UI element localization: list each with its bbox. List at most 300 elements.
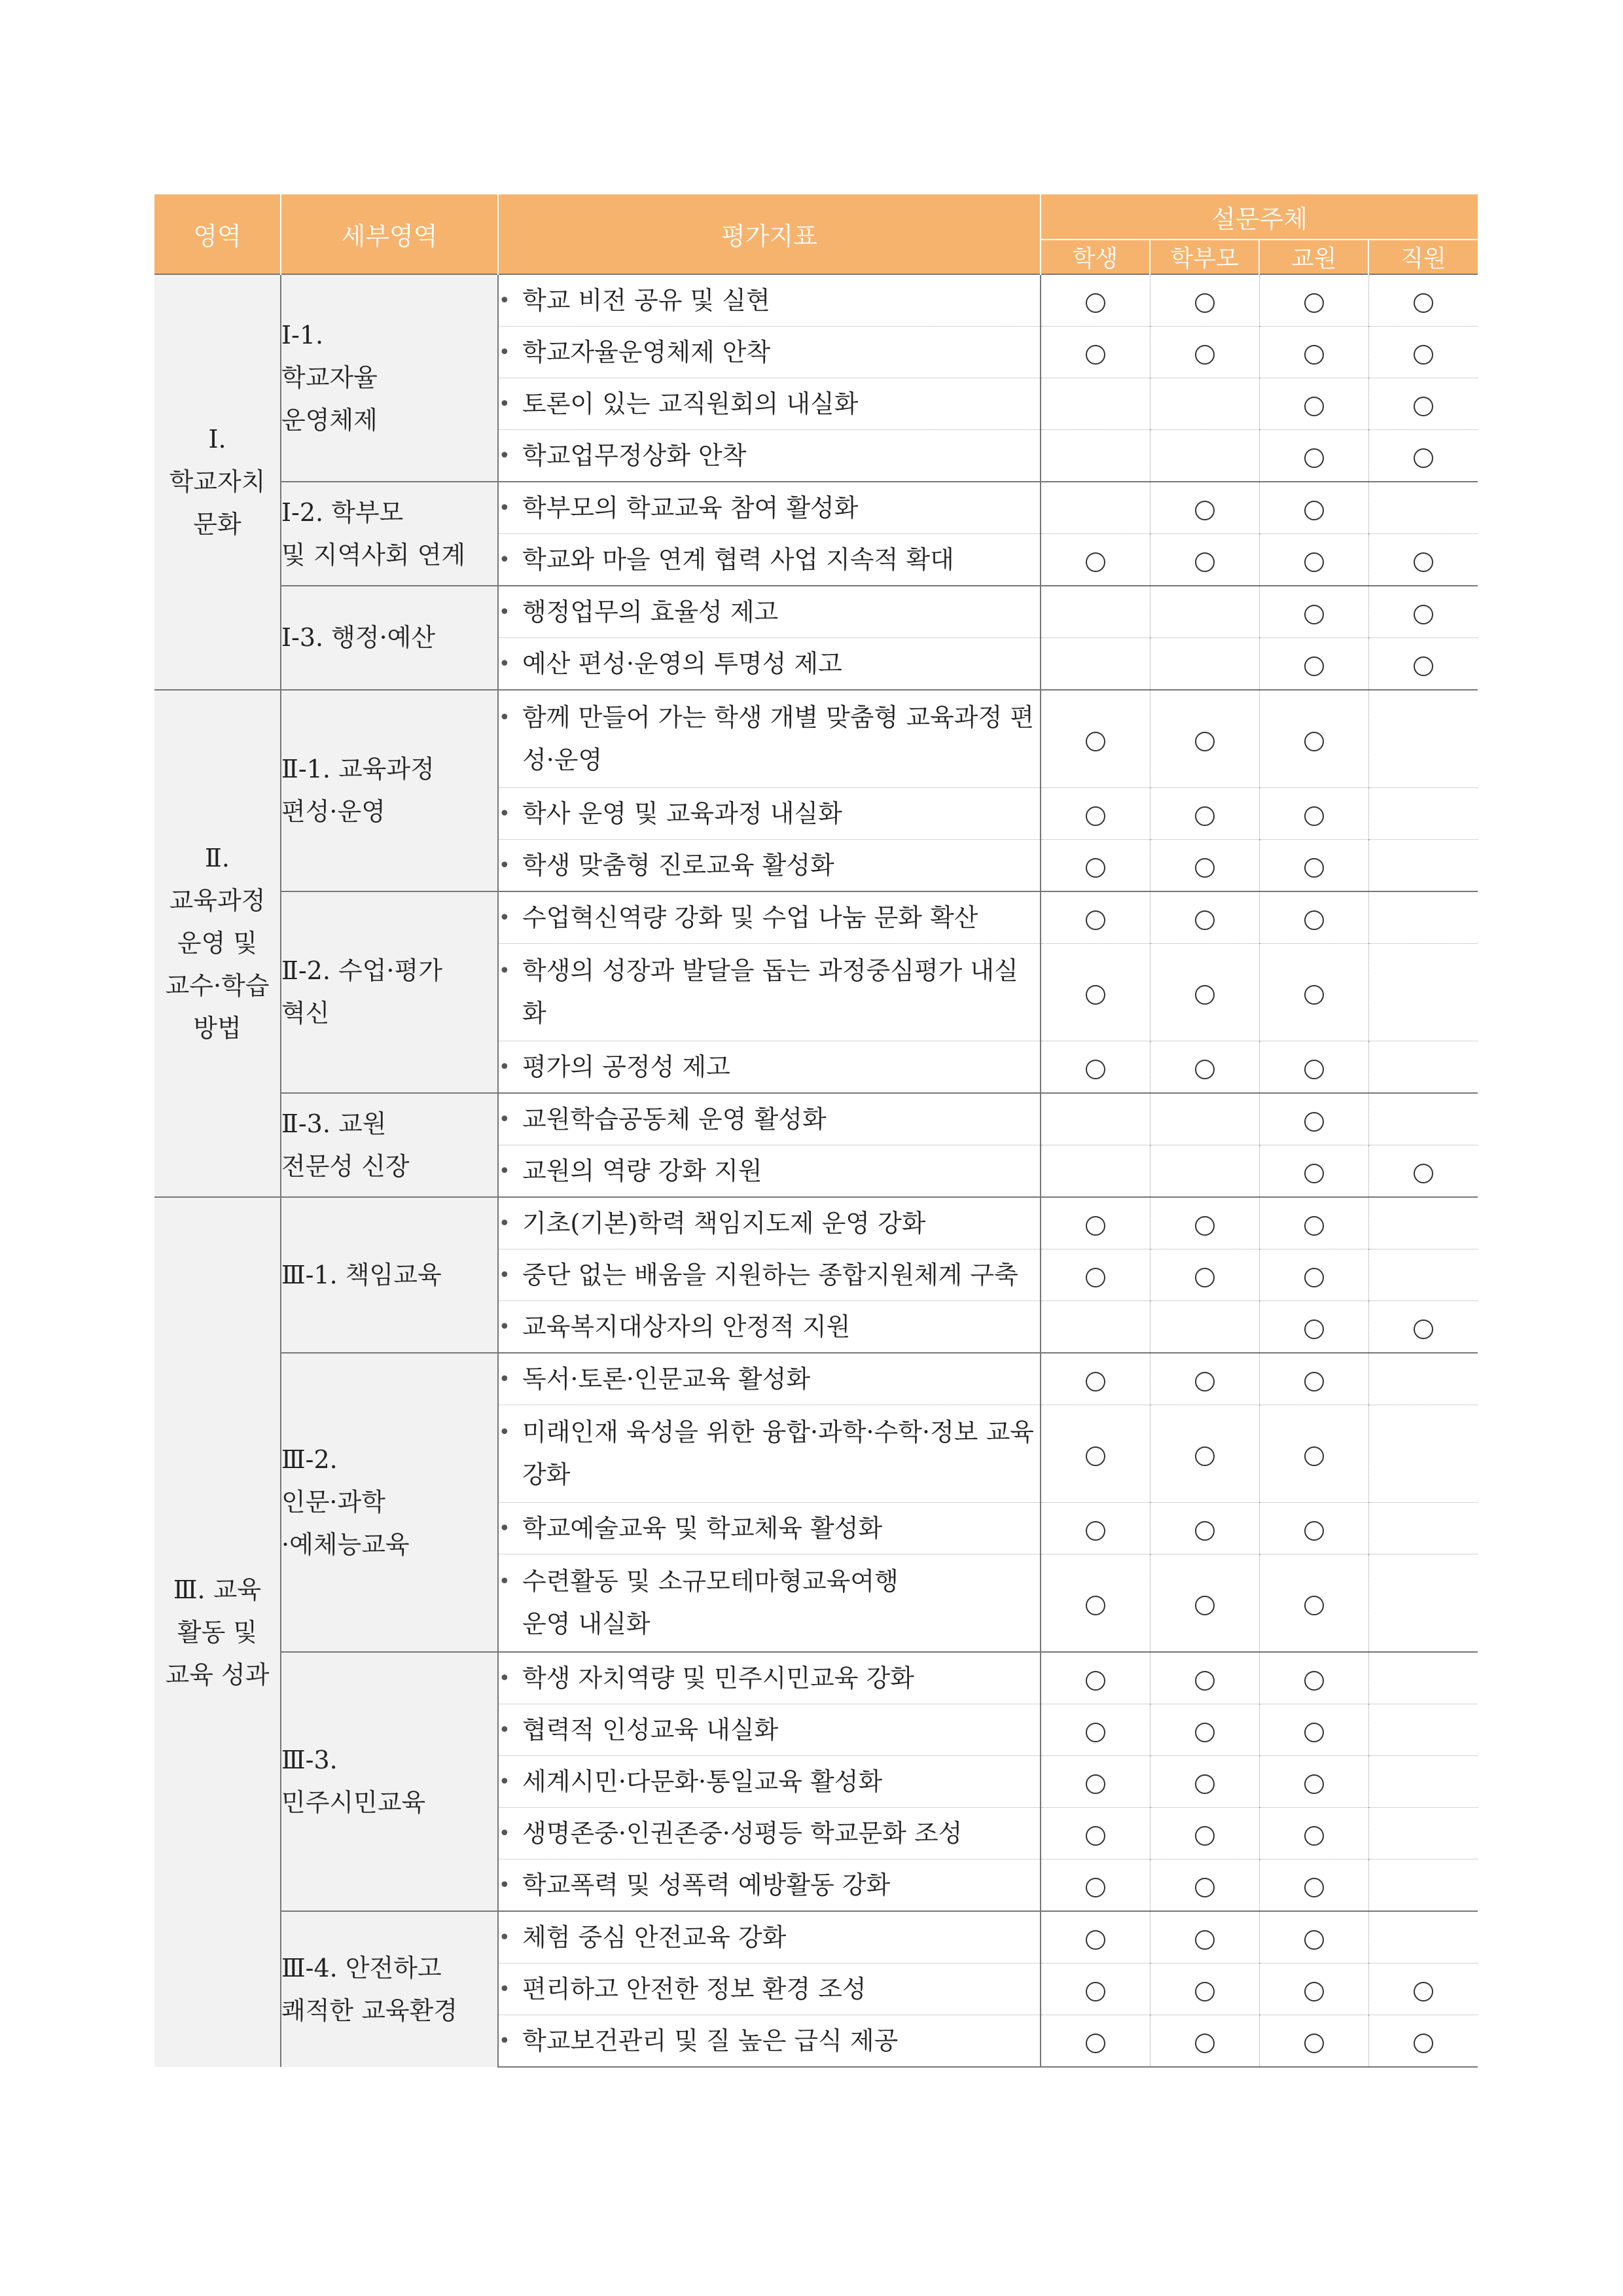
mark-student-cell (1041, 944, 1150, 1041)
circle-mark-icon (1195, 293, 1215, 313)
indicator-cell (498, 1756, 1041, 1808)
circle-mark-icon (1195, 1446, 1215, 1466)
circle-mark-icon (1195, 1930, 1215, 1950)
mark-student-cell (1041, 378, 1150, 430)
mark-staff-cell (1368, 840, 1478, 892)
circle-mark-icon (1414, 2034, 1433, 2053)
circle-mark-icon (1195, 1216, 1215, 1236)
circle-mark-icon (1195, 1826, 1215, 1846)
subarea-cell: Ⅰ-3. 행정·예산 (281, 586, 498, 690)
circle-mark-icon (1304, 605, 1324, 624)
circle-mark-icon (1086, 1982, 1105, 2001)
mark-staff-cell (1368, 378, 1478, 430)
table-row (154, 1353, 1478, 1405)
mark-teacher-cell (1259, 1503, 1368, 1554)
bullet-icon: • (499, 1718, 510, 1742)
mark-staff-cell (1368, 1041, 1478, 1094)
mark-teacher-cell (1259, 840, 1368, 892)
header-staff: 직원 (1368, 240, 1478, 274)
mark-teacher-cell (1259, 1405, 1368, 1503)
mark-student-cell (1041, 430, 1150, 482)
mark-parent-cell (1150, 1859, 1259, 1912)
circle-mark-icon (1304, 1216, 1324, 1236)
mark-teacher-cell (1259, 1197, 1368, 1249)
mark-student-cell (1041, 1964, 1150, 2015)
bullet-icon: • (499, 548, 510, 571)
indicator-cell (498, 891, 1041, 944)
mark-parent-cell (1150, 1249, 1259, 1301)
mark-student-cell (1041, 482, 1150, 534)
mark-staff-cell (1368, 430, 1478, 482)
circle-mark-icon (1304, 1372, 1324, 1391)
bullet-icon: • (499, 1421, 510, 1444)
circle-mark-icon (1195, 1372, 1215, 1391)
mark-staff-cell (1368, 327, 1478, 378)
circle-mark-icon (1414, 1319, 1433, 1339)
circle-mark-icon (1304, 397, 1324, 416)
circle-mark-icon (1304, 1826, 1324, 1846)
mark-teacher-cell (1259, 274, 1368, 327)
mark-student-cell (1041, 1554, 1150, 1653)
circle-mark-icon (1086, 806, 1105, 826)
mark-teacher-cell (1259, 1301, 1368, 1354)
circle-mark-icon (1304, 1521, 1324, 1541)
mark-staff-cell (1368, 1353, 1478, 1405)
circle-mark-icon (1304, 1112, 1324, 1132)
mark-parent-cell (1150, 1197, 1259, 1249)
mark-teacher-cell (1259, 788, 1368, 840)
circle-mark-icon (1195, 1723, 1215, 1742)
indicator-text: 교원의 역량 강화 지원 (522, 1156, 762, 1185)
circle-mark-icon (1086, 345, 1105, 365)
mark-student-cell (1041, 274, 1150, 327)
mark-teacher-cell (1259, 1859, 1368, 1912)
circle-mark-icon (1086, 552, 1105, 572)
mark-teacher-cell (1259, 944, 1368, 1041)
mark-parent-cell (1150, 2015, 1259, 2068)
mark-student-cell (1041, 1249, 1150, 1301)
mark-staff-cell (1368, 534, 1478, 586)
indicator-text: 평가의 공정성 제고 (522, 1052, 730, 1081)
indicator-text: 학교폭력 및 성폭력 예방활동 강화 (522, 1870, 891, 1899)
circle-mark-icon (1304, 1060, 1324, 1079)
circle-mark-icon (1304, 1878, 1324, 1897)
circle-mark-icon (1195, 732, 1215, 751)
mark-parent-cell (1150, 944, 1259, 1041)
indicator-text: 학교보건관리 및 질 높은 급식 제공 (522, 2026, 899, 2055)
circle-mark-icon (1414, 345, 1433, 365)
subarea-cell: Ⅲ-3. 민주시민교육 (281, 1652, 498, 1911)
circle-mark-icon (1304, 910, 1324, 930)
mark-staff-cell (1368, 891, 1478, 944)
indicator-cell (498, 1503, 1041, 1554)
mark-staff-cell (1368, 638, 1478, 691)
circle-mark-icon (1195, 985, 1215, 1005)
indicator-text: 행정업무의 효율성 제고 (522, 597, 779, 626)
indicator-cell (498, 1405, 1041, 1503)
bullet-icon: • (499, 392, 510, 416)
mark-teacher-cell (1259, 430, 1368, 482)
circle-mark-icon (1086, 1723, 1105, 1742)
bullet-icon: • (499, 1821, 510, 1845)
indicator-text: 생명존중·인권존중·성평등 학교문화 조성 (522, 1818, 963, 1848)
table-row (154, 690, 1478, 788)
circle-mark-icon (1086, 1521, 1105, 1541)
mark-teacher-cell (1259, 2015, 1368, 2068)
mark-parent-cell (1150, 1041, 1259, 1094)
bullet-icon: • (499, 496, 510, 520)
mark-parent-cell (1150, 1704, 1259, 1756)
circle-mark-icon (1414, 1164, 1433, 1183)
mark-student-cell (1041, 1301, 1150, 1354)
area-cell: Ⅰ. 학교자치 문화 (154, 274, 281, 690)
indicator-cell (498, 430, 1041, 482)
circle-mark-icon (1414, 552, 1433, 572)
mark-teacher-cell (1259, 1554, 1368, 1653)
circle-mark-icon (1414, 1982, 1433, 2001)
mark-parent-cell (1150, 274, 1259, 327)
circle-mark-icon (1304, 552, 1324, 572)
mark-student-cell (1041, 638, 1150, 691)
indicator-text: 학교예술교육 및 학교체육 활성화 (522, 1513, 883, 1543)
area-cell: Ⅲ. 교육 활동 및 교육 성과 (154, 1197, 281, 2067)
mark-teacher-cell (1259, 1704, 1368, 1756)
mark-parent-cell (1150, 378, 1259, 430)
table-row (154, 586, 1478, 638)
indicator-text: 예산 편성·운영의 투명성 제고 (522, 649, 842, 678)
circle-mark-icon (1086, 1878, 1105, 1897)
circle-mark-icon (1195, 1774, 1215, 1794)
header-indicator: 평가지표 (498, 194, 1041, 274)
mark-parent-cell (1150, 1353, 1259, 1405)
circle-mark-icon (1304, 345, 1324, 365)
indicator-cell (498, 1197, 1041, 1249)
header-parent: 학부모 (1150, 240, 1259, 274)
mark-teacher-cell (1259, 1964, 1368, 2015)
bullet-icon: • (499, 1315, 510, 1338)
indicator-text: 학생 자치역량 및 민주시민교육 강화 (522, 1663, 914, 1693)
indicator-cell (498, 534, 1041, 586)
mark-parent-cell (1150, 891, 1259, 944)
circle-mark-icon (1304, 1723, 1324, 1742)
mark-parent-cell (1150, 1405, 1259, 1503)
indicator-cell (498, 1704, 1041, 1756)
bullet-icon: • (499, 600, 510, 624)
subarea-cell: Ⅱ-3. 교원 전문성 신장 (281, 1093, 498, 1197)
bullet-icon: • (499, 1977, 510, 2001)
indicator-text: 기초(기본)학력 책임지도제 운영 강화 (522, 1208, 926, 1238)
table-row (154, 1652, 1478, 1704)
subarea-cell: Ⅲ-2. 인문·과학 ·예체능교육 (281, 1353, 498, 1652)
mark-parent-cell (1150, 1145, 1259, 1198)
mark-student-cell (1041, 1503, 1150, 1554)
mark-teacher-cell (1259, 891, 1368, 944)
mark-staff-cell (1368, 944, 1478, 1041)
circle-mark-icon (1086, 985, 1105, 1005)
mark-parent-cell (1150, 482, 1259, 534)
indicator-text: 협력적 인성교육 내실화 (522, 1715, 779, 1744)
table-row (154, 482, 1478, 534)
mark-staff-cell (1368, 1964, 1478, 2015)
circle-mark-icon (1304, 1164, 1324, 1183)
bullet-icon: • (499, 340, 510, 364)
mark-parent-cell (1150, 586, 1259, 638)
indicator-text: 수업혁신역량 강화 및 수업 나눔 문화 확산 (522, 903, 978, 932)
table-row (154, 1093, 1478, 1145)
indicator-text: 학부모의 학교교육 참여 활성화 (522, 493, 859, 522)
circle-mark-icon (1086, 1596, 1105, 1615)
mark-teacher-cell (1259, 1353, 1368, 1405)
mark-staff-cell (1368, 586, 1478, 638)
mark-teacher-cell (1259, 638, 1368, 691)
mark-student-cell (1041, 1405, 1150, 1503)
mark-parent-cell (1150, 840, 1259, 892)
circle-mark-icon (1414, 656, 1433, 676)
mark-staff-cell (1368, 1859, 1478, 1912)
indicator-cell (498, 1093, 1041, 1145)
indicator-text: 학사 운영 및 교육과정 내실화 (522, 798, 842, 828)
subarea-cell: Ⅲ-4. 안전하고 쾌적한 교육환경 (281, 1911, 498, 2067)
mark-teacher-cell (1259, 690, 1368, 788)
mark-student-cell (1041, 840, 1150, 892)
subarea-cell: Ⅱ-2. 수업·평가 혁신 (281, 891, 498, 1093)
indicator-cell (498, 586, 1041, 638)
mark-teacher-cell (1259, 1249, 1368, 1301)
circle-mark-icon (1086, 732, 1105, 751)
mark-parent-cell (1150, 430, 1259, 482)
table-row (154, 891, 1478, 944)
circle-mark-icon (1086, 1216, 1105, 1236)
mark-teacher-cell (1259, 1145, 1368, 1198)
subarea-cell: Ⅲ-1. 책임교육 (281, 1197, 498, 1353)
mark-parent-cell (1150, 788, 1259, 840)
mark-student-cell (1041, 1911, 1150, 1964)
mark-parent-cell (1150, 1652, 1259, 1704)
circle-mark-icon (1304, 1671, 1324, 1691)
circle-mark-icon (1304, 1774, 1324, 1794)
subarea-cell: Ⅰ-1. 학교자율 운영체제 (281, 274, 498, 482)
bullet-icon: • (499, 289, 510, 312)
mark-teacher-cell (1259, 378, 1368, 430)
mark-parent-cell (1150, 327, 1259, 378)
circle-mark-icon (1195, 552, 1215, 572)
area-cell: Ⅱ. 교육과정 운영 및 교수·학습 방법 (154, 690, 281, 1197)
indicator-cell (498, 840, 1041, 892)
table-row (154, 274, 1478, 327)
indicator-cell (498, 1911, 1041, 1964)
indicator-text: 학생 맞춤형 진로교육 활성화 (522, 850, 834, 880)
mark-parent-cell (1150, 1301, 1259, 1354)
circle-mark-icon (1304, 1930, 1324, 1950)
table-row (154, 1197, 1478, 1249)
bullet-icon: • (499, 1159, 510, 1183)
circle-mark-icon (1304, 501, 1324, 520)
mark-staff-cell (1368, 1704, 1478, 1756)
mark-student-cell (1041, 2015, 1150, 2068)
circle-mark-icon (1304, 806, 1324, 826)
circle-mark-icon (1086, 293, 1105, 313)
mark-student-cell (1041, 1756, 1150, 1808)
mark-staff-cell (1368, 1756, 1478, 1808)
indicator-text: 독서·토론·인문교육 활성화 (522, 1364, 811, 1393)
mark-staff-cell (1368, 1652, 1478, 1704)
indicator-cell (498, 1145, 1041, 1198)
mark-student-cell (1041, 788, 1150, 840)
bullet-icon: • (499, 802, 510, 825)
circle-mark-icon (1195, 1878, 1215, 1897)
circle-mark-icon (1086, 1060, 1105, 1079)
mark-teacher-cell (1259, 1041, 1368, 1094)
mark-student-cell (1041, 1808, 1150, 1859)
mark-teacher-cell (1259, 1756, 1368, 1808)
circle-mark-icon (1304, 1446, 1324, 1466)
mark-student-cell (1041, 1197, 1150, 1249)
bullet-icon: • (499, 1873, 510, 1897)
indicator-cell (498, 1808, 1041, 1859)
bullet-icon: • (499, 1926, 510, 1949)
mark-parent-cell (1150, 1093, 1259, 1145)
indicator-cell (498, 1041, 1041, 1094)
mark-staff-cell (1368, 788, 1478, 840)
mark-parent-cell (1150, 1808, 1259, 1859)
mark-parent-cell (1150, 1554, 1259, 1653)
circle-mark-icon (1195, 1982, 1215, 2001)
mark-parent-cell (1150, 1756, 1259, 1808)
mark-teacher-cell (1259, 1808, 1368, 1859)
bullet-icon: • (499, 652, 510, 675)
indicator-text: 편리하고 안전한 정보 환경 조성 (522, 1974, 866, 2003)
circle-mark-icon (1086, 1446, 1105, 1466)
mark-staff-cell (1368, 690, 1478, 788)
mark-student-cell (1041, 891, 1150, 944)
mark-staff-cell (1368, 1197, 1478, 1249)
circle-mark-icon (1195, 1671, 1215, 1691)
circle-mark-icon (1195, 858, 1215, 878)
circle-mark-icon (1195, 910, 1215, 930)
bullet-icon: • (499, 1211, 510, 1235)
bullet-icon: • (499, 1666, 510, 1690)
indicator-text: 교원학습공동체 운영 활성화 (522, 1104, 827, 1134)
circle-mark-icon (1414, 448, 1433, 468)
mark-staff-cell (1368, 1503, 1478, 1554)
mark-staff-cell (1368, 274, 1478, 327)
circle-mark-icon (1304, 1319, 1324, 1339)
indicator-text: 체험 중심 안전교육 강화 (522, 1922, 787, 1952)
bullet-icon: • (499, 2029, 510, 2053)
circle-mark-icon (1414, 397, 1433, 416)
indicator-cell (498, 327, 1041, 378)
indicator-cell (498, 378, 1041, 430)
circle-mark-icon (1195, 345, 1215, 365)
mark-student-cell (1041, 1704, 1150, 1756)
mark-parent-cell (1150, 534, 1259, 586)
indicator-cell (498, 788, 1041, 840)
mark-teacher-cell (1259, 1911, 1368, 1964)
circle-mark-icon (1195, 1521, 1215, 1541)
circle-mark-icon (1304, 656, 1324, 676)
bullet-icon: • (499, 1107, 510, 1131)
mark-staff-cell (1368, 1249, 1478, 1301)
circle-mark-icon (1195, 806, 1215, 826)
bullet-icon: • (499, 706, 510, 729)
mark-student-cell (1041, 586, 1150, 638)
mark-parent-cell (1150, 1503, 1259, 1554)
mark-teacher-cell (1259, 327, 1368, 378)
circle-mark-icon (1304, 985, 1324, 1005)
indicator-cell (498, 1301, 1041, 1354)
circle-mark-icon (1086, 1268, 1105, 1287)
circle-mark-icon (1086, 1372, 1105, 1391)
circle-mark-icon (1304, 858, 1324, 878)
indicator-text: 함께 만들어 가는 학생 개별 맞춤형 교육과정 편성·운영 (522, 703, 1035, 774)
mark-staff-cell (1368, 2015, 1478, 2068)
circle-mark-icon (1304, 293, 1324, 313)
circle-mark-icon (1086, 1671, 1105, 1691)
mark-student-cell (1041, 1041, 1150, 1094)
header-subarea: 세부영역 (281, 194, 498, 274)
evaluation-survey-table (154, 194, 1478, 2068)
mark-student-cell (1041, 690, 1150, 788)
bullet-icon: • (499, 1570, 510, 1593)
mark-teacher-cell (1259, 586, 1368, 638)
mark-staff-cell (1368, 1301, 1478, 1354)
circle-mark-icon (1304, 1982, 1324, 2001)
indicator-cell (498, 1249, 1041, 1301)
circle-mark-icon (1195, 501, 1215, 520)
mark-parent-cell (1150, 690, 1259, 788)
mark-student-cell (1041, 1145, 1150, 1198)
indicator-cell (498, 690, 1041, 788)
indicator-cell (498, 638, 1041, 691)
bullet-icon: • (499, 1263, 510, 1287)
circle-mark-icon (1086, 910, 1105, 930)
mark-student-cell (1041, 1859, 1150, 1912)
bullet-icon: • (499, 960, 510, 982)
bullet-icon: • (499, 444, 510, 467)
indicator-text: 중단 없는 배움을 지원하는 종합지원체계 구축 (522, 1260, 1018, 1289)
mark-staff-cell (1368, 1405, 1478, 1503)
indicator-cell (498, 1652, 1041, 1704)
subarea-cell: Ⅰ-2. 학부모 및 지역사회 연계 (281, 482, 498, 586)
mark-teacher-cell (1259, 1652, 1368, 1704)
mark-staff-cell (1368, 1911, 1478, 1964)
indicator-text: 수련활동 및 소규모테마형교육여행 운영 내실화 (522, 1567, 899, 1638)
indicator-cell (498, 1353, 1041, 1405)
circle-mark-icon (1304, 448, 1324, 468)
circle-mark-icon (1414, 293, 1433, 313)
indicator-cell (498, 1964, 1041, 2015)
mark-student-cell (1041, 327, 1150, 378)
circle-mark-icon (1304, 732, 1324, 751)
bullet-icon: • (499, 1367, 510, 1391)
bullet-icon: • (499, 1770, 510, 1793)
bullet-icon: • (499, 1516, 510, 1540)
mark-student-cell (1041, 1353, 1150, 1405)
mark-teacher-cell (1259, 534, 1368, 586)
mark-teacher-cell (1259, 1093, 1368, 1145)
indicator-text: 학교와 마을 연계 협력 사업 지속적 확대 (522, 545, 954, 574)
circle-mark-icon (1304, 1268, 1324, 1287)
circle-mark-icon (1195, 1596, 1215, 1615)
mark-staff-cell (1368, 1093, 1478, 1145)
circle-mark-icon (1304, 1596, 1324, 1615)
circle-mark-icon (1414, 605, 1433, 624)
mark-staff-cell (1368, 1554, 1478, 1653)
indicator-text: 학교자율운영체제 안착 (522, 337, 771, 367)
indicator-text: 교육복지대상자의 안정적 지원 (522, 1312, 851, 1341)
header-respondents: 설문주체 (1041, 194, 1478, 240)
bullet-icon: • (499, 906, 510, 929)
